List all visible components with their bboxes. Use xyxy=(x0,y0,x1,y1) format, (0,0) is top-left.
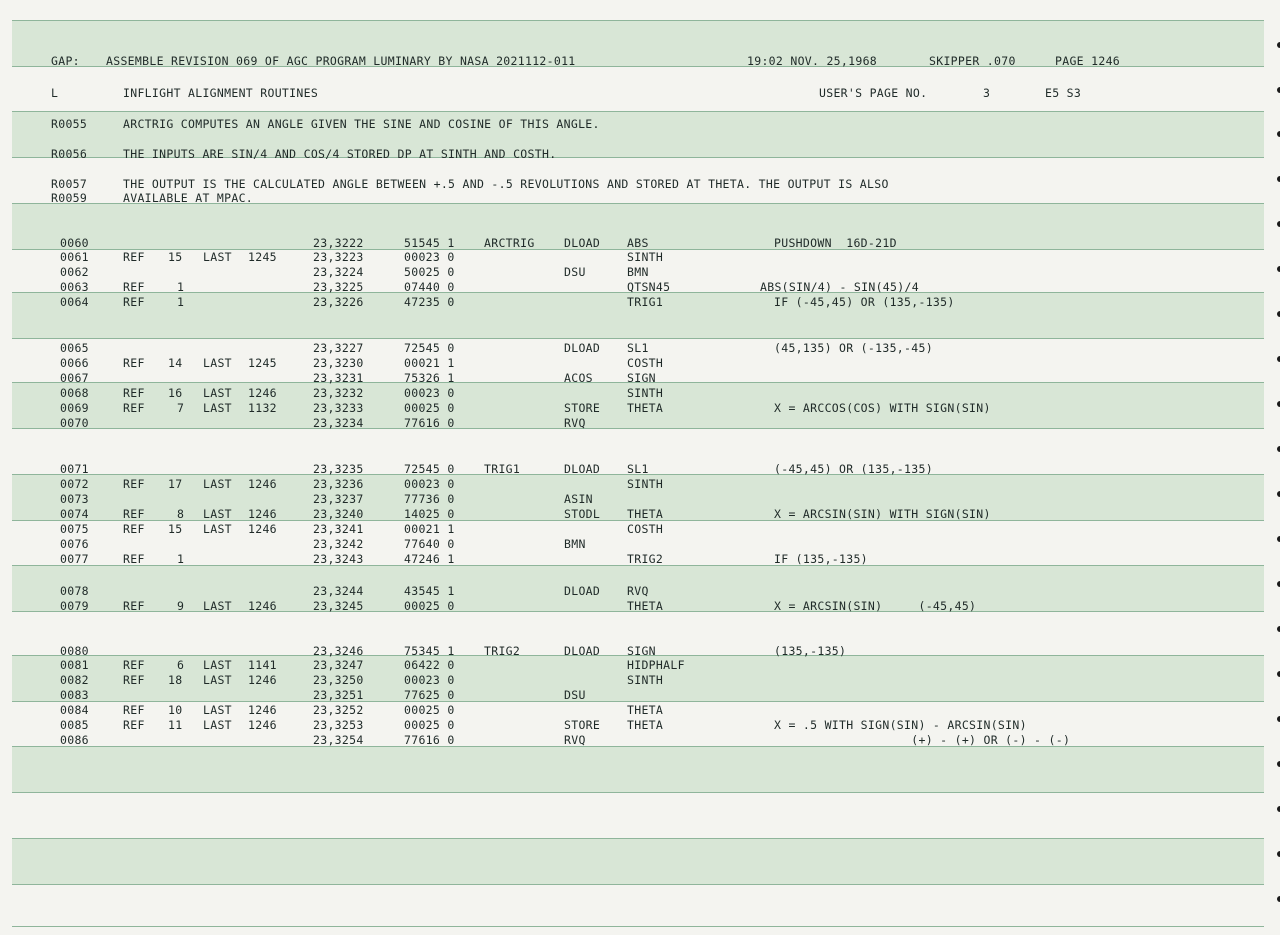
octal-word: 77640 0 xyxy=(404,537,455,551)
address: 23,3225 xyxy=(313,280,364,294)
ref-number: 15 xyxy=(168,522,183,536)
address: 23,3234 xyxy=(313,416,364,430)
line-number: 0063 xyxy=(60,280,89,294)
address: 23,3246 xyxy=(313,644,364,658)
ref-label: REF xyxy=(123,552,145,566)
line-number: 0064 xyxy=(60,295,89,309)
header-title: ASSEMBLE REVISION 069 OF AGC PROGRAM LUMINARY BY NASA 2021112-011 xyxy=(106,54,576,68)
remark-text: AVAILABLE AT MPAC. xyxy=(123,191,254,205)
address: 23,3227 xyxy=(313,341,364,355)
comment: X = ARCSIN(SIN) WITH SIGN(SIN) xyxy=(774,507,991,521)
line-number: 0083 xyxy=(60,688,89,702)
operand: SINTH xyxy=(627,250,664,264)
octal-word: 77616 0 xyxy=(404,416,455,430)
octal-word: 00025 0 xyxy=(404,703,455,717)
octal-word: 00023 0 xyxy=(404,250,455,264)
opcode: DLOAD xyxy=(564,236,601,250)
comment: IF (-45,45) OR (135,-135) xyxy=(774,295,955,309)
comment: X = .5 WITH SIGN(SIN) - ARCSIN(SIN) xyxy=(774,718,1027,732)
last-label: LAST xyxy=(203,599,232,613)
operand: SINTH xyxy=(627,386,664,400)
comment: ABS(SIN/4) - SIN(45)/4 xyxy=(760,280,919,294)
ref-label: REF xyxy=(123,507,145,521)
last-page: 1246 xyxy=(248,477,277,491)
ref-number: 8 xyxy=(177,507,185,521)
address: 23,3247 xyxy=(313,658,364,672)
last-label: LAST xyxy=(203,250,232,264)
remark-id: R0055 xyxy=(51,117,88,131)
octal-word: 06422 0 xyxy=(404,658,455,672)
octal-word: 00025 0 xyxy=(404,718,455,732)
octal-word: 47235 0 xyxy=(404,295,455,309)
octal-word: 50025 0 xyxy=(404,265,455,279)
operand: THETA xyxy=(627,703,664,717)
opcode: STODL xyxy=(564,507,601,521)
octal-word: 72545 0 xyxy=(404,341,455,355)
header-page: PAGE 1246 xyxy=(1055,54,1121,68)
last-page: 1245 xyxy=(248,356,277,370)
line-number: 0072 xyxy=(60,477,89,491)
ref-number: 15 xyxy=(168,250,183,264)
octal-word: 00023 0 xyxy=(404,386,455,400)
line-number: 0079 xyxy=(60,599,89,613)
subheader-l: L xyxy=(51,86,59,100)
last-label: LAST xyxy=(203,356,232,370)
last-page: 1246 xyxy=(248,522,277,536)
remark-text: THE INPUTS ARE SIN/4 AND COS/4 STORED DP AT SINTH AND COSTH. xyxy=(123,147,557,161)
ref-label: REF xyxy=(123,522,145,536)
ref-number: 1 xyxy=(177,552,185,566)
opcode: DLOAD xyxy=(564,462,601,476)
ref-number: 1 xyxy=(177,280,185,294)
last-page: 1141 xyxy=(248,658,277,672)
operand: BMN xyxy=(627,265,649,279)
address: 23,3223 xyxy=(313,250,364,264)
octal-word: 14025 0 xyxy=(404,507,455,521)
last-page: 1245 xyxy=(248,250,277,264)
operand: SIGN xyxy=(627,371,656,385)
octal-word: 00023 0 xyxy=(404,477,455,491)
octal-word: 77616 0 xyxy=(404,733,455,747)
operand: ABS xyxy=(627,236,649,250)
operand: SIGN xyxy=(627,644,656,658)
operand: TRIG2 xyxy=(627,552,664,566)
operand: SINTH xyxy=(627,673,664,687)
line-number: 0071 xyxy=(60,462,89,476)
line-number: 0073 xyxy=(60,492,89,506)
ref-label: REF xyxy=(123,658,145,672)
last-page: 1246 xyxy=(248,386,277,400)
header-datetime: 19:02 NOV. 25,1968 xyxy=(747,54,878,68)
address: 23,3254 xyxy=(313,733,364,747)
address: 23,3242 xyxy=(313,537,364,551)
operand: HIDPHALF xyxy=(627,658,685,672)
operand: COSTH xyxy=(627,356,664,370)
paper-rule xyxy=(12,338,1264,339)
remark-text: THE OUTPUT IS THE CALCULATED ANGLE BETWEEN +.5 AND -.5 REVOLUTIONS AND STORED AT THETA. THE OUTPUT IS ALSO xyxy=(123,177,889,191)
operand: THETA xyxy=(627,718,664,732)
comment: (45,135) OR (-135,-45) xyxy=(774,341,933,355)
ref-number: 16 xyxy=(168,386,183,400)
operand: THETA xyxy=(627,507,664,521)
header-gap: GAP: xyxy=(51,54,80,68)
ref-label: REF xyxy=(123,295,145,309)
ref-label: REF xyxy=(123,718,145,732)
address: 23,3250 xyxy=(313,673,364,687)
line-number: 0069 xyxy=(60,401,89,415)
remark-text: ARCTRIG COMPUTES AN ANGLE GIVEN THE SINE AND COSINE OF THIS ANGLE. xyxy=(123,117,600,131)
address: 23,3253 xyxy=(313,718,364,732)
ref-label: REF xyxy=(123,599,145,613)
address: 23,3237 xyxy=(313,492,364,506)
users-page-label: USER'S PAGE NO. xyxy=(819,86,928,100)
paper-rule xyxy=(12,746,1264,747)
address: 23,3252 xyxy=(313,703,364,717)
octal-word: 77736 0 xyxy=(404,492,455,506)
octal-word: 72545 0 xyxy=(404,462,455,476)
line-number: 0078 xyxy=(60,584,89,598)
last-label: LAST xyxy=(203,386,232,400)
ref-label: REF xyxy=(123,401,145,415)
ref-number: 11 xyxy=(168,718,183,732)
address: 23,3243 xyxy=(313,552,364,566)
opcode: DLOAD xyxy=(564,584,601,598)
opcode: DLOAD xyxy=(564,644,601,658)
paper-rule xyxy=(12,838,1264,839)
opcode: ACOS xyxy=(564,371,593,385)
octal-word: 07440 0 xyxy=(404,280,455,294)
last-label: LAST xyxy=(203,507,232,521)
comment: X = ARCSIN(SIN) (-45,45) xyxy=(774,599,977,613)
opcode: DSU xyxy=(564,265,586,279)
octal-word: 00021 1 xyxy=(404,522,455,536)
section-title: INFLIGHT ALIGNMENT ROUTINES xyxy=(123,86,319,100)
ref-label: REF xyxy=(123,703,145,717)
address: 23,3232 xyxy=(313,386,364,400)
last-label: LAST xyxy=(203,703,232,717)
paper-rule xyxy=(12,20,1264,21)
octal-word: 43545 1 xyxy=(404,584,455,598)
users-page-number: 3 xyxy=(983,86,991,100)
header-skipper: SKIPPER .070 xyxy=(929,54,1016,68)
last-page: 1246 xyxy=(248,718,277,732)
line-number: 0080 xyxy=(60,644,89,658)
ref-number: 6 xyxy=(177,658,185,672)
line-number: 0081 xyxy=(60,658,89,672)
remark-id: R0059 xyxy=(51,191,88,205)
address: 23,3235 xyxy=(313,462,364,476)
paper-rule xyxy=(12,111,1264,112)
address: 23,3251 xyxy=(313,688,364,702)
line-number: 0076 xyxy=(60,537,89,551)
last-label: LAST xyxy=(203,673,232,687)
octal-word: 51545 1 xyxy=(404,236,455,250)
last-page: 1132 xyxy=(248,401,277,415)
opcode: STORE xyxy=(564,718,601,732)
last-label: LAST xyxy=(203,401,232,415)
opcode: RVQ xyxy=(564,733,586,747)
ref-number: 17 xyxy=(168,477,183,491)
ref-number: 14 xyxy=(168,356,183,370)
octal-word: 00023 0 xyxy=(404,673,455,687)
opcode: RVQ xyxy=(564,416,586,430)
comment: X = ARCCOS(COS) WITH SIGN(SIN) xyxy=(774,401,991,415)
line-number: 0061 xyxy=(60,250,89,264)
last-page: 1246 xyxy=(248,673,277,687)
ref-label: REF xyxy=(123,477,145,491)
address: 23,3245 xyxy=(313,599,364,613)
opcode: DLOAD xyxy=(564,341,601,355)
ref-label: REF xyxy=(123,356,145,370)
octal-word: 77625 0 xyxy=(404,688,455,702)
line-number: 0077 xyxy=(60,552,89,566)
address: 23,3236 xyxy=(313,477,364,491)
operand: TRIG1 xyxy=(627,295,664,309)
comment: PUSHDOWN 16D-21D xyxy=(774,236,897,250)
ref-label: REF xyxy=(123,386,145,400)
operand: RVQ xyxy=(627,584,649,598)
ref-number: 1 xyxy=(177,295,185,309)
address: 23,3226 xyxy=(313,295,364,309)
line-number: 0070 xyxy=(60,416,89,430)
paper-rule xyxy=(12,792,1264,793)
line-number: 0068 xyxy=(60,386,89,400)
label: ARCTRIG xyxy=(484,236,535,250)
line-number: 0082 xyxy=(60,673,89,687)
comment: IF (135,-135) xyxy=(774,552,868,566)
address: 23,3233 xyxy=(313,401,364,415)
opcode: ASIN xyxy=(564,492,593,506)
last-label: LAST xyxy=(203,718,232,732)
ref-number: 7 xyxy=(177,401,185,415)
ref-number: 10 xyxy=(168,703,183,717)
octal-word: 47246 1 xyxy=(404,552,455,566)
remark-id: R0056 xyxy=(51,147,88,161)
last-label: LAST xyxy=(203,658,232,672)
paper-rule xyxy=(12,701,1264,702)
paper-rule xyxy=(12,926,1264,927)
line-number: 0075 xyxy=(60,522,89,536)
last-label: LAST xyxy=(203,477,232,491)
operand: SL1 xyxy=(627,341,649,355)
label: TRIG1 xyxy=(484,462,521,476)
ref-label: REF xyxy=(123,673,145,687)
last-label: LAST xyxy=(203,522,232,536)
ref-label: REF xyxy=(123,250,145,264)
octal-word: 00021 1 xyxy=(404,356,455,370)
green-bar xyxy=(12,746,1264,792)
ref-label: REF xyxy=(123,280,145,294)
opcode: DSU xyxy=(564,688,586,702)
line-number: 0086 xyxy=(60,733,89,747)
comment: (+) - (+) OR (-) - (-) xyxy=(774,733,1071,747)
line-number: 0067 xyxy=(60,371,89,385)
paper-rule xyxy=(12,428,1264,429)
octal-word: 00025 0 xyxy=(404,401,455,415)
operand: SINTH xyxy=(627,477,664,491)
last-page: 1246 xyxy=(248,703,277,717)
last-page: 1246 xyxy=(248,599,277,613)
paper-rule xyxy=(12,884,1264,885)
address: 23,3231 xyxy=(313,371,364,385)
operand: THETA xyxy=(627,599,664,613)
line-number: 0074 xyxy=(60,507,89,521)
green-bar xyxy=(12,838,1264,884)
address: 23,3224 xyxy=(313,265,364,279)
label: TRIG2 xyxy=(484,644,521,658)
remark-id: R0057 xyxy=(51,177,88,191)
line-number: 0066 xyxy=(60,356,89,370)
line-number: 0062 xyxy=(60,265,89,279)
operand: COSTH xyxy=(627,522,664,536)
line-number: 0060 xyxy=(60,236,89,250)
operand: THETA xyxy=(627,401,664,415)
line-number: 0085 xyxy=(60,718,89,732)
last-page: 1246 xyxy=(248,507,277,521)
ref-number: 18 xyxy=(168,673,183,687)
line-number: 0065 xyxy=(60,341,89,355)
address: 23,3230 xyxy=(313,356,364,370)
opcode: STORE xyxy=(564,401,601,415)
ref-number: 9 xyxy=(177,599,185,613)
address: 23,3222 xyxy=(313,236,364,250)
address: 23,3244 xyxy=(313,584,364,598)
octal-word: 00025 0 xyxy=(404,599,455,613)
comment: (-45,45) OR (135,-135) xyxy=(774,462,933,476)
operand: SL1 xyxy=(627,462,649,476)
e5s3-label: E5 S3 xyxy=(1045,86,1082,100)
line-number: 0084 xyxy=(60,703,89,717)
address: 23,3240 xyxy=(313,507,364,521)
opcode: BMN xyxy=(564,537,586,551)
operand: QTSN45 xyxy=(627,280,671,294)
comment: (135,-135) xyxy=(774,644,847,658)
address: 23,3241 xyxy=(313,522,364,536)
octal-word: 75326 1 xyxy=(404,371,455,385)
octal-word: 75345 1 xyxy=(404,644,455,658)
